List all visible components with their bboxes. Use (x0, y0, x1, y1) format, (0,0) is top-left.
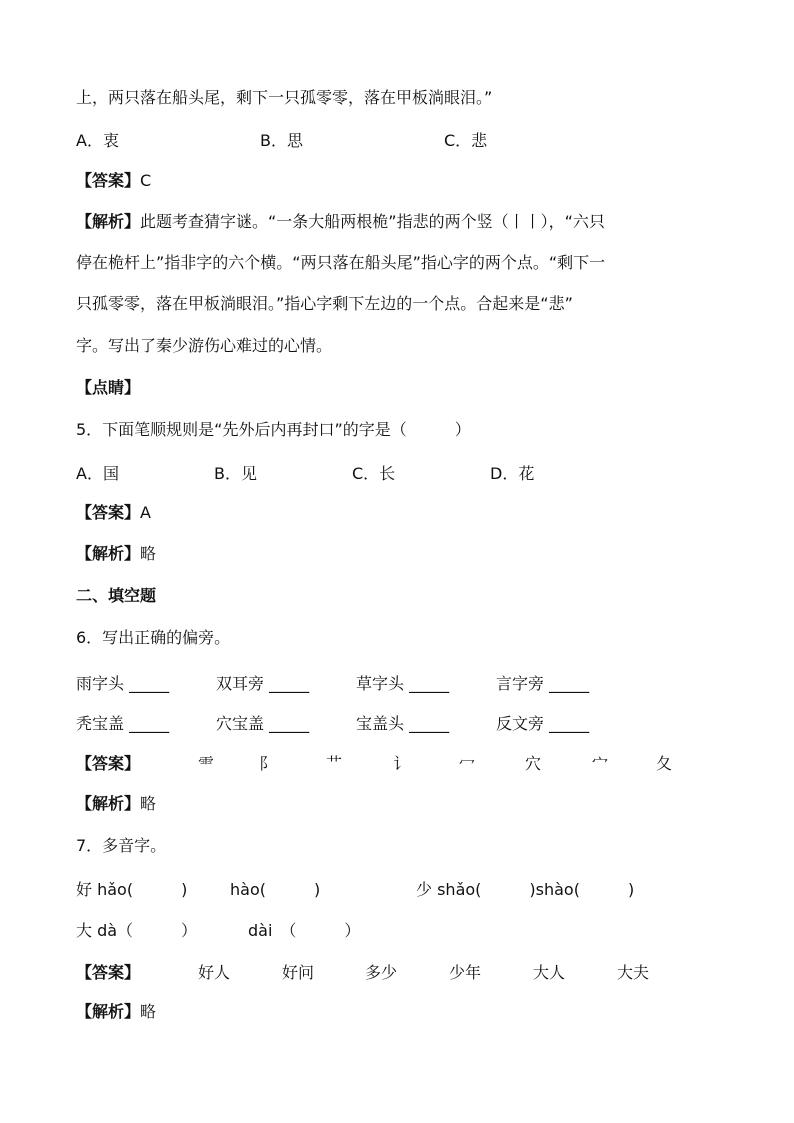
q6-blank-item: 双耳旁 _____ (216, 674, 310, 693)
analysis-tag: 【解析】 (76, 212, 141, 231)
q6-blank-item: 反文旁 _____ (496, 714, 590, 733)
section-title: 二、填空题 (76, 586, 157, 605)
q7-answer-word: 大夫 (617, 963, 650, 982)
q7-answer-word: 好人 (198, 963, 231, 982)
q4-analysis-line-2: 停在桅杆上”指非字的六个横。“两只落在船头尾”指心字的两个点。“剩下一 (76, 253, 606, 272)
analysis-text: 略 (140, 794, 157, 813)
q5-option-d: D．花 (490, 464, 535, 483)
q7-answer-word: 大人 (533, 963, 566, 982)
answer-tag: 【答案】 (76, 963, 141, 982)
q6-blank-item: 言字旁 _____ (496, 674, 590, 693)
q5-stem: 5．下面笔顺规则是“先外后内再封口”的字是（ ） (76, 420, 471, 439)
q5-analysis (76, 543, 156, 565)
q4-answer (76, 170, 151, 192)
analysis-tag: 【解析】 (76, 1002, 141, 1021)
q4-stem-tail: 上，两只落在船头尾，剩下一只孤零零，落在甲板淌眼泪。” (76, 88, 493, 107)
q4-analysis-line-4: 字。写出了秦少游伤心难过的心情。 (76, 336, 333, 355)
q7-pinyin-item: 好 hǎo( ) (76, 880, 188, 899)
q6-blank-item: 草字头 _____ (356, 674, 450, 693)
answer-tag: 【答案】 (76, 754, 141, 773)
q5-answer (76, 502, 151, 524)
answer-value: C (140, 171, 152, 190)
q7-pinyin-item: dài （ ） (248, 921, 361, 940)
q7-pinyin-item: 大 dà（ ） (76, 921, 198, 940)
q6-answer-radical: 穴 (525, 754, 542, 773)
q6-answer-radical: 宀 (592, 754, 609, 773)
q6-stem: 6．写出正确的偏旁。 (76, 628, 231, 647)
q6-answer-radical: 艹 (326, 754, 343, 773)
q7-stem: 7．多音字。 (76, 836, 167, 855)
q7-answer-word: 多少 (365, 963, 398, 982)
q6-answer-radical: 夂 (656, 754, 673, 773)
q7-answer-word: 少年 (449, 963, 482, 982)
q5-option-a: A．国 (76, 464, 119, 483)
q6-blank-item: 穴宝盖 _____ (216, 714, 310, 733)
q6-answer-radical: ⻗ (198, 754, 215, 773)
q4-option-b: B．思 (260, 131, 303, 150)
q6-answer-radical: 阝 (259, 754, 276, 773)
answer-tag: 【答案】 (76, 503, 141, 522)
q7-analysis (76, 1001, 156, 1023)
q4-analysis-line-1 (76, 211, 605, 233)
q4-option-c: C．悲 (444, 131, 488, 150)
q7-pinyin-item: hào( ) (230, 880, 321, 899)
q4-analysis-line-3: 只孤零零，落在甲板淌眼泪。”指心字剩下左边的一个点。合起来是“悲” (76, 294, 573, 313)
analysis-text: 略 (140, 544, 157, 563)
answer-tag: 【答案】 (76, 171, 141, 190)
q5-option-c: C．长 (352, 464, 396, 483)
analysis-text: 此题考查猜字谜。“一条大船两根桅”指悲的两个竖（丨丨），“六只 (140, 212, 605, 231)
q6-blank-item: 雨字头 _____ (76, 674, 170, 693)
q7-pinyin-item: 少 shǎo( )shào( ) (416, 880, 635, 899)
analysis-tag: 【解析】 (76, 544, 141, 563)
q5-option-b: B．见 (214, 464, 257, 483)
q4-option-a: A．衷 (76, 131, 119, 150)
analysis-tag: 【解析】 (76, 794, 141, 813)
analysis-text: 略 (140, 1002, 157, 1021)
q7-answer-word: 好问 (282, 963, 315, 982)
q6-answer-radical: 冖 (459, 754, 476, 773)
q6-blank-item: 宝盖头 _____ (356, 714, 450, 733)
q6-answer-radical: 讠 (393, 754, 410, 773)
q4-tip-tag: 【点睛】 (76, 378, 141, 397)
q6-analysis (76, 793, 156, 815)
q6-blank-item: 秃宝盖 _____ (76, 714, 170, 733)
answer-value: A (140, 503, 151, 522)
